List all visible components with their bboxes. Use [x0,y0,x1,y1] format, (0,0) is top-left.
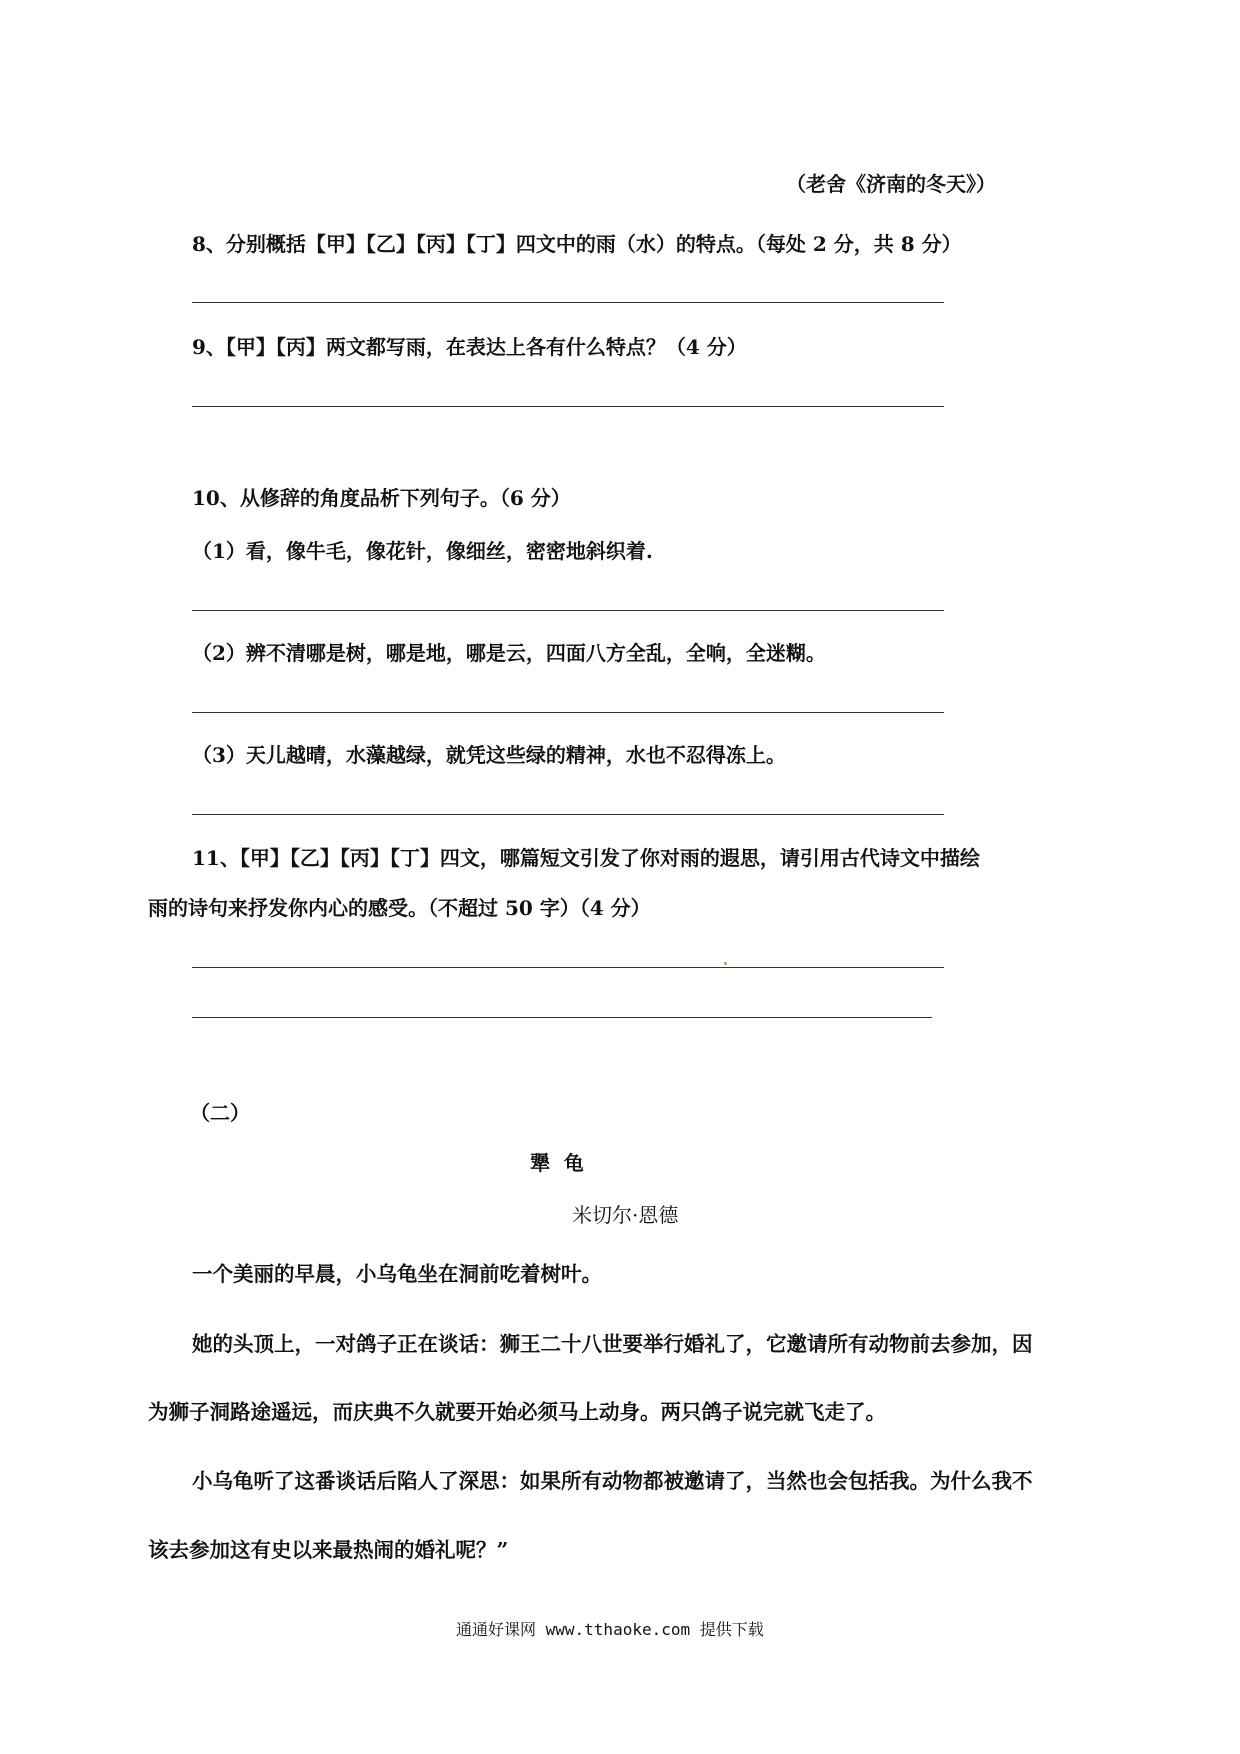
answer-line[interactable] [192,406,944,407]
ink-speck [724,962,727,965]
source-attribution: （老舍《济南的冬天》） [786,172,996,196]
answer-line[interactable] [192,712,944,713]
question-10: 10、从修辞的角度品析下列句子。（6 分） [192,486,571,510]
question-11-line-1: 11、【甲】【乙】【丙】【丁】四文，哪篇短文引发了你对雨的遐思，请引用古代诗文中描绘 [192,846,980,870]
question-10-item-1: （1）看，像牛毛，像花针，像细丝，密密地斜织着. [192,539,653,563]
story-paragraph-2-line-2: 为狮子洞路途遥远，而庆典不久就要开始必须马上动身。两只鸽子说完就飞走了。 [148,1400,886,1424]
story-paragraph-3-line-2: 该去参加这有史以来最热闹的婚礼呢？” [148,1538,509,1562]
story-paragraph-3-line-1: 小乌龟听了这番谈话后陷人了深思：如果所有动物都被邀请了，当然也会包括我。为什么我不 [192,1469,1033,1493]
page-footer: 通通好课网 www.tthaoke.com 提供下载 [456,1620,764,1639]
answer-line[interactable] [192,1017,932,1018]
answer-line[interactable] [192,814,944,815]
section-label: （二） [190,1101,250,1125]
question-9: 9、【甲】【丙】两文都写雨，在表达上各有什么特点？（4 分） [192,335,747,359]
answer-line[interactable] [192,967,944,968]
question-8: 8、分别概括【甲】【乙】【丙】【丁】四文中的雨（水）的特点。（每处 2 分，共 8 分） [192,232,962,256]
question-11-line-2: 雨的诗句来抒发你内心的感受。（不超过 50 字）（4 分） [148,896,651,920]
story-title: 犟 龟 [530,1151,584,1175]
question-10-item-2: （2）辨不清哪是树，哪是地，哪是云，四面八方全乱，全响，全迷糊。 [192,641,826,665]
answer-line[interactable] [192,610,944,611]
story-paragraph-1: 一个美丽的早晨，小乌龟坐在洞前吃着树叶。 [192,1262,602,1286]
story-author: 米切尔·恩德 [572,1203,679,1227]
question-10-item-3: （3）天儿越晴，水藻越绿，就凭这些绿的精神，水也不忍得冻上。 [192,743,786,767]
story-paragraph-2-line-1: 她的头顶上，一对鸽子正在谈话：狮王二十八世要举行婚礼了，它邀请所有动物前去参加，因 [192,1332,1033,1356]
answer-line[interactable] [192,302,944,303]
